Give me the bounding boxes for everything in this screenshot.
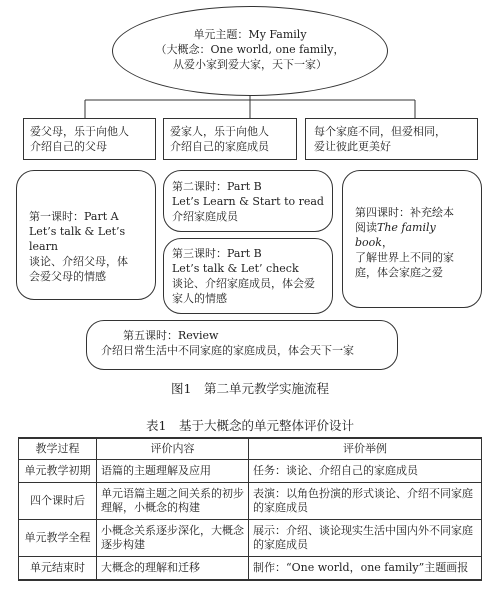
table-caption: 表1 基于大概念的单元整体评价设计 xyxy=(146,418,354,433)
row-3-example: 展示：介绍、谈论现实生活中国内外不同家庭的家庭成员 xyxy=(249,520,482,557)
unit-big-concept: （大概念：One world, one family， xyxy=(155,43,345,56)
lesson-3-title: 第三课时：Part B xyxy=(172,247,262,260)
lesson-4-desc-1: 了解世界上不同的家 xyxy=(355,251,454,264)
lesson-3-part: Let’s talk & Let’ check xyxy=(172,262,299,275)
unit-theme-ellipse xyxy=(112,6,388,96)
row-3-content: 小概念关系逐步深化，大概念逐步构建 xyxy=(97,520,249,557)
table-row xyxy=(19,557,482,580)
goal-2-line1: 爱家人，乐于向他人 xyxy=(170,125,269,138)
lesson-4-reading xyxy=(355,220,473,250)
lesson-4-reading-prefix: 阅读 xyxy=(355,221,377,234)
header-evaluation-example: 评价举例 xyxy=(249,438,482,459)
goal-3-line2: 爱让彼此更美好 xyxy=(314,140,391,153)
table-row xyxy=(19,482,482,519)
lesson-2-desc: 介绍家庭成员 xyxy=(172,210,238,223)
unit-theme-title: 单元主题：My Family xyxy=(193,28,307,41)
lesson-5-desc: 介绍日常生活中不同家庭的家庭成员，体会天下一家 xyxy=(101,344,354,357)
lesson-1-desc-2: 会爱父母的情感 xyxy=(29,270,106,283)
table-header-row xyxy=(19,438,482,459)
row-2-example: 表演：以角色扮演的形式谈论、介绍不同家庭的家庭成员 xyxy=(249,482,482,519)
goal-1-line1: 爱父母，乐于向他人 xyxy=(30,125,129,138)
unit-big-concept-detail: 从爱小家到爱大家，天下一家） xyxy=(173,58,327,71)
lesson-1-desc-1: 谈论、介绍父母，体 xyxy=(29,255,128,268)
goal-box-3 xyxy=(305,118,478,160)
row-1-process: 单元教学初期 xyxy=(19,459,97,482)
goal-box-2 xyxy=(163,118,297,160)
lesson-2-part: Let’s Learn & Start to read xyxy=(172,195,324,208)
goal-3-line1: 每个家庭不同，但爱相同， xyxy=(314,125,446,138)
goal-2-line2: 介绍自己的家庭成员 xyxy=(170,140,269,153)
row-2-content: 单元语篇主题之间关系的初步理解，小概念的构建 xyxy=(97,482,249,519)
row-4-content: 大概念的理解和迁移 xyxy=(97,557,249,580)
lesson-2-box xyxy=(163,170,333,232)
table-row xyxy=(19,520,482,557)
lesson-1-title: 第一课时：Part A xyxy=(29,210,119,223)
lesson-4-box xyxy=(342,170,482,308)
header-evaluation-content: 评价内容 xyxy=(97,438,249,459)
table-row xyxy=(19,459,482,482)
lesson-2-title: 第二课时：Part B xyxy=(172,180,262,193)
lesson-5-title: 第五课时：Review xyxy=(123,329,219,342)
lesson-4-title: 第四课时：补充绘本 xyxy=(355,206,454,219)
goal-1-line2: 介绍自己的父母 xyxy=(30,140,107,153)
figure-caption: 图1 第二单元教学实施流程 xyxy=(171,381,329,396)
evaluation-table xyxy=(18,437,482,581)
lesson-4-reading-suffix: ， xyxy=(381,236,393,249)
row-4-example: 制作：“One world，one family”主题画报 xyxy=(249,557,482,580)
row-1-example: 任务：谈论、介绍自己的家庭成员 xyxy=(249,459,482,482)
row-2-process: 四个课时后 xyxy=(19,482,97,519)
lesson-5-box xyxy=(86,320,398,370)
lesson-3-desc-1: 谈论、介绍家庭成员，体会爱 xyxy=(172,277,315,290)
row-1-content: 语篇的主题理解及应用 xyxy=(97,459,249,482)
lesson-4-book-title: The family book xyxy=(355,221,436,249)
lesson-4-desc-2: 庭，体会家庭之爱 xyxy=(355,266,443,279)
goal-box-1 xyxy=(23,118,156,160)
lesson-3-desc-2: 家人的情感 xyxy=(172,292,227,305)
header-teaching-process: 教学过程 xyxy=(19,438,97,459)
lesson-1-box xyxy=(16,170,156,300)
row-3-process: 单元教学全程 xyxy=(19,520,97,557)
lesson-1-part: Let’s talk & Let’s learn xyxy=(29,225,126,253)
row-4-process: 单元结束时 xyxy=(19,557,97,580)
lesson-3-box xyxy=(163,238,333,314)
